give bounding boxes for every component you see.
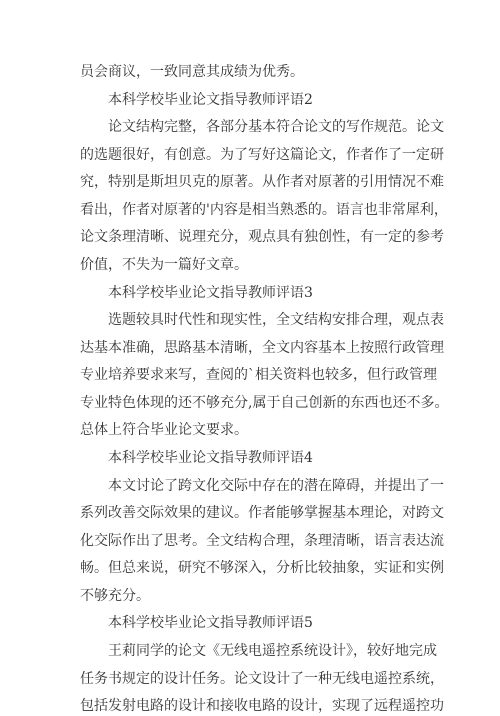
text-line: 王莉同学的论文《无线电遥控系统设计》，较好地完成 <box>108 643 437 659</box>
text-line: 畅。但总来说，研究不够深入，分析比较抽象，实证和实例 <box>80 560 444 576</box>
heading: 本科学校毕业论文指导教师评语5 <box>108 615 313 631</box>
text-line: 专业培养要求来写，查阅的`相关资料也较多，但行政管理 <box>80 367 437 383</box>
text-line: 包括发射电路的设计和接收电路的设计，实现了远程遥控功 <box>80 698 444 714</box>
text-line: 达基本准确，思路基本清晰，全文内容基本上按照行政管理 <box>80 340 444 356</box>
text-line: 的选题很好，有创意。为了写好这篇论文，作者作了一定研 <box>80 147 444 163</box>
text-line: 不够充分。 <box>80 588 150 604</box>
text-line: 看出，作者对原著的'内容是相当熟悉的。语言也非常犀利， <box>80 202 448 218</box>
heading: 本科学校毕业论文指导教师评语4 <box>108 450 313 466</box>
text-line: 专业特色体现的还不够充分,属于自己创新的东西也还不多。 <box>80 395 449 411</box>
text-line: 系列改善交际效果的建议。作者能够掌握基本理论，对跨文 <box>80 505 444 521</box>
text-line: 化交际作出了思考。全文结构合理，条理清晰，语言表达流 <box>80 533 444 549</box>
heading: 本科学校毕业论文指导教师评语3 <box>108 285 313 301</box>
text-line: 员会商议，一致同意其成绩为优秀。 <box>80 64 304 80</box>
text-line: 任务书规定的设计任务。论文设计了一种无线电遥控系统， <box>80 671 444 687</box>
text-line: 论文结构完整，各部分基本符合论文的写作规范。论文 <box>108 119 444 135</box>
text-line: 价值，不失为一篇好文章。 <box>80 257 248 273</box>
text-line: 总体上符合毕业论文要求。 <box>80 422 248 438</box>
text-line: 选题较具时代性和现实性，全文结构安排合理，观点表 <box>108 312 444 328</box>
text-line: 究，特别是斯坦贝克的原著。从作者对原著的引用情况不难 <box>80 174 444 190</box>
text-line: 论文条理清晰、说理充分，观点具有独创性，有一定的参考 <box>80 229 444 245</box>
heading: 本科学校毕业论文指导教师评语2 <box>108 92 313 108</box>
text-line: 本文讨论了跨文化交际中存在的潜在障碍，并提出了一 <box>108 478 444 494</box>
